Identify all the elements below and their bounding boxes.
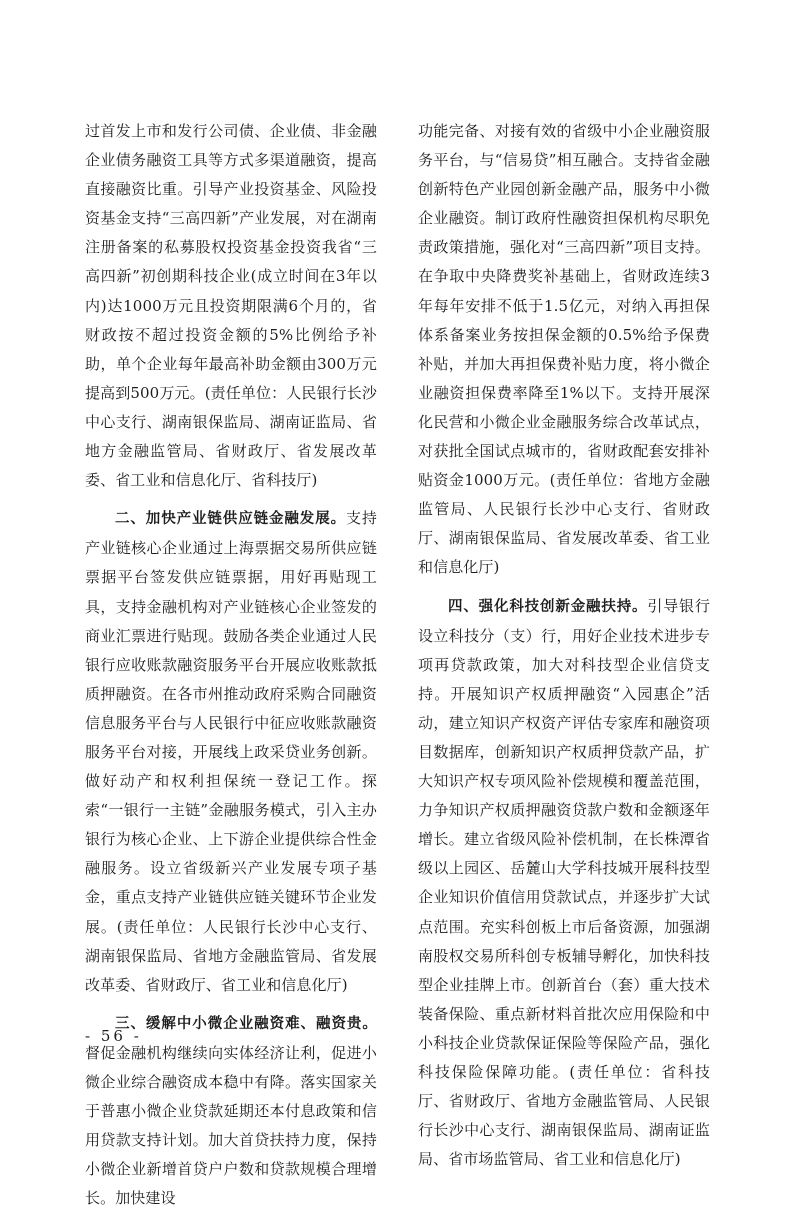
right-column [418, 117, 710, 1174]
section-two-heading: 二、加快产业链供应链金融发展。 [115, 511, 346, 528]
left-column [85, 117, 377, 1213]
section-three-continuation: 功能完备、对接有效的省级中小企业融资服务平台，与“信易贷”相互融合。支持省金融创新特色产业园创新金融产品，服务中小微企业融资。制订政府性融资担保机构尽职免责政策措施，强化对“三高四新”项目支持。在争取中央降费奖补基础上，省财政连续3年每年安排不低于1.5亿元，对纳入再担保体系备案业务按担保金额的0.5%给予保费补贴，并加大再担保费补贴力度，将小微企业融资担保费率降至1%以下。支持开展深化民营和小微企业金融服务综合改革试点，对获批全国试点城市的，省财政配套安排补贴资金1000万元。(责任单位：省地方金融监管局、人民银行长沙中心支行、省财政厅、湖南银保监局、省发展改革委、省工业和信息化厅) [418, 122, 710, 577]
section-four-body: 引导银行设立科技分（支）行，用好企业技术进步专项再贷款政策，加大对科技型企业信贷支持。开展知识产权质押融资“入园惠企”活动，建立知识产权资产评估专家库和融资项目数据库，创新知识产权质押贷款产品，扩大知识产权专项风险补偿规模和覆盖范围，力争知识产权质押融资贷款户数和金额逐年增长。建立省级风险补偿机制，在长株潭省级以上园区、岳麓山大学科技城开展科技型企业知识价值信用贷款试点，并逐步扩大试点范围。充实科创板上市后备资源，加强湖南股权交易所科创专板辅导孵化，加快科技型企业挂牌上市。创新首台（套）重大技术装备保险、重点新材料首批次应用保险和中小科技企业贷款保证保险等保险产品，强化科技保险保障功能。(责任单位：省科技厅、省财政厅、省地方金融监管局、人民银行长沙中心支行、湖南银保监局、湖南证监局、省市场监管局、省工业和信息化厅) [418, 596, 710, 1169]
section-three-body: 督促金融机构继续向实体经济让利，促进小微企业综合融资成本稳中有降。落实国家关于普惠小微企业贷款延期还本付息政策和信用贷款支持计划。加大首贷扶持力度，保持小微企业新增首贷户户数和贷款规模合理增长。加快建设 [85, 1043, 377, 1208]
section-four-paragraph [418, 592, 710, 1175]
section-two-body: 支持产业链核心企业通过上海票据交易所供应链票据平台签发供应链票据，用好再贴现工具，支持金融机构对产业链核心企业签发的商业汇票进行贴现。鼓励各类企业通过人民银行应收账款融资服务平台开展应收账款抵质押融资。在各市州推动政府采购合同融资信息服务平台与人民银行中征应收账款融资服务平台对接，开展线上政采贷业务创新。做好动产和权利担保统一登记工作。探索“一银行一主链”金融服务模式，引入主办银行为核心企业、上下游企业提供综合性金融服务。设立省级新兴产业发展专项子基金，重点支持产业链供应链关键环节企业发展。(责任单位：人民银行长沙中心支行、湖南银保监局、省地方金融监管局、省发展改革委、省财政厅、省工业和信息化厅) [85, 509, 377, 994]
section-two-paragraph [85, 504, 377, 1000]
section-four-heading: 四、强化科技创新金融扶持。 [448, 598, 648, 615]
paragraph-continuation: 过首发上市和发行公司债、企业债、非金融企业债务融资工具等方式多渠道融资，提高直接融资比重。引导产业投资基金、风险投资基金支持“三高四新”产业发展，对在湖南注册备案的私募股权投资基金投资我省“三高四新”初创期科技企业(成立时间在3年以内)达1000万元且投资期限满6个月的，省财政按不超过投资金额的5%比例给予补助，单个企业每年最高补助金额由300万元提高到500万元。(责任单位：人民银行长沙中心支行、湖南银保监局、湖南证监局、省地方金融监管局、省财政厅、省发展改革委、省工业和信息化厅、省科技厅) [85, 122, 377, 490]
page-number: - 56 - [85, 1027, 142, 1045]
section-three-heading: 三、缓解中小微企业融资难、融资贵。 [115, 1015, 377, 1032]
